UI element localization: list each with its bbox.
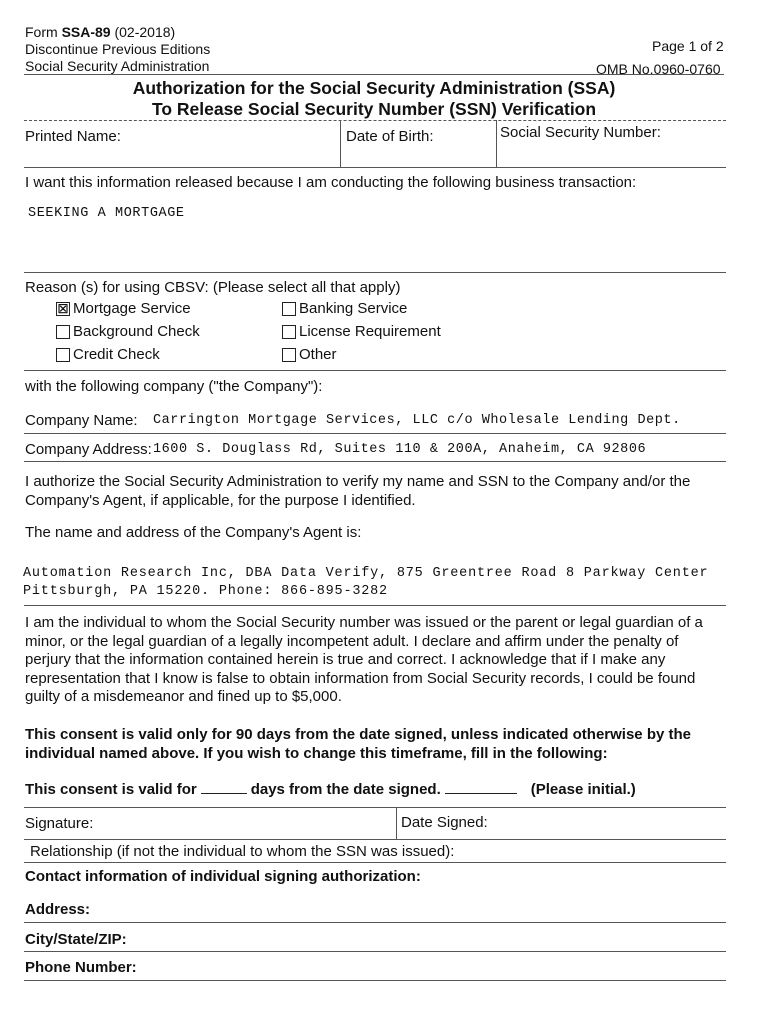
- agent-line-2[interactable]: Pittsburgh, PA 15220. Phone: 866-895-3282: [23, 584, 388, 599]
- agency-name: Social Security Administration: [25, 58, 210, 74]
- contact-city-line: [24, 951, 726, 952]
- contact-address-line: [24, 922, 726, 923]
- other-label: Other: [299, 346, 337, 363]
- consent-days-from-label: days from the date signed.: [250, 781, 441, 798]
- contact-city-label[interactable]: City/State/ZIP:: [25, 931, 127, 948]
- transaction-label: I want this information released because I am conducting the following business transaction:: [25, 174, 637, 191]
- reasons-bottom-border: [24, 370, 726, 371]
- company-name-underline: [24, 433, 726, 434]
- license-requirement-checkbox[interactable]: [282, 325, 296, 339]
- reasons-label: Reason (s) for using CBSV: (Please select all that apply): [25, 279, 401, 296]
- form-id: Form SSA-89 (02-2018): [25, 24, 176, 40]
- page-number: Page 1 of 2: [652, 38, 724, 54]
- transaction-value[interactable]: SEEKING A MORTGAGE: [28, 206, 185, 221]
- relationship-bottom-border: [24, 862, 726, 863]
- signature-top-border: [24, 807, 726, 808]
- identity-divider-1: [340, 120, 341, 167]
- consent-days-field[interactable]: [201, 779, 247, 794]
- company-name-value[interactable]: Carrington Mortgage Services, LLC c/o Wholesale Lending Dept.: [153, 413, 681, 428]
- credit-check-label: Credit Check: [73, 346, 160, 363]
- consent-notice: This consent is valid only for 90 days from the date signed, unless indicated otherwise by the individual named above. If you wish to change this timeframe, fill in the following:: [25, 726, 691, 762]
- ssn-label: Social Security Number:: [500, 124, 661, 141]
- form-title-line1: Authorization for the Social Security Administration (SSA): [132, 78, 616, 98]
- credit-check-checkbox[interactable]: [56, 348, 70, 362]
- identity-divider-2: [496, 120, 497, 167]
- company-address-label: Company Address:: [25, 441, 152, 458]
- company-address-value[interactable]: 1600 S. Douglass Rd, Suites 110 & 200A, Anaheim, CA 92806: [153, 442, 647, 457]
- consent-valid-for-label: This consent is valid for: [25, 781, 197, 798]
- signature-bottom-border: [24, 839, 726, 840]
- contact-phone-line: [24, 980, 726, 981]
- identity-top-border: [24, 120, 726, 121]
- agent-label: The name and address of the Company's Agent is:: [25, 524, 362, 541]
- company-name-label: Company Name:: [25, 412, 138, 429]
- banking-service-label: Banking Service: [299, 300, 408, 317]
- consent-initial-field[interactable]: [445, 779, 517, 794]
- mortgage-service-checkbox[interactable]: ☒: [57, 302, 69, 316]
- discontinue-note: Discontinue Previous Editions: [25, 41, 211, 57]
- form-number: SSA-89: [61, 24, 111, 40]
- mortgage-service-label: Mortgage Service: [73, 300, 191, 317]
- signature-label[interactable]: Signature:: [25, 815, 94, 832]
- identity-bottom-border: [24, 167, 726, 168]
- authorization-statement: I authorize the Social Security Administration to verify my name and SSN to the Company and/or the Company's Agent, if applicable, for the purpose I identified.: [25, 473, 691, 509]
- contact-address-label[interactable]: Address:: [25, 901, 91, 918]
- background-check-checkbox[interactable]: [56, 325, 70, 339]
- company-address-underline: [24, 461, 726, 462]
- other-checkbox[interactable]: [282, 348, 296, 362]
- consent-valid-for: [25, 779, 636, 798]
- signature-divider: [396, 807, 397, 839]
- license-requirement-label: License Requirement: [299, 323, 441, 340]
- banking-service-checkbox[interactable]: [282, 302, 296, 316]
- contact-heading: Contact information of individual signing authorization:: [25, 868, 421, 885]
- transaction-bottom-border: [24, 272, 726, 273]
- printed-name-label: Printed Name:: [25, 128, 121, 145]
- omb-number: OMB No.0960-0760: [596, 61, 721, 77]
- dob-label: Date of Birth:: [346, 128, 434, 145]
- company-intro: with the following company ("the Company"):: [25, 378, 323, 395]
- agent-line-1[interactable]: Automation Research Inc, DBA Data Verify, 875 Greentree Road 8 Parkway Center: [23, 566, 709, 581]
- relationship-label[interactable]: Relationship (if not the individual to whom the SSN was issued):: [30, 843, 455, 860]
- form-title-line2: To Release Social Security Number (SSN) Verification: [151, 99, 597, 119]
- date-signed-label[interactable]: Date Signed:: [401, 814, 488, 831]
- contact-phone-label[interactable]: Phone Number:: [25, 959, 137, 976]
- header-divider: [24, 74, 724, 75]
- declaration-text: I am the individual to whom the Social Security number was issued or the parent or legal guardian of a minor, or the legal guardian of a legally incompetent adult. I declare and affirm under the penalty of perjury that the information contained herein is true and correct. I acknowledge that if I make any representation that I know is false to obtain information from Social Security records, I could be found guilty of a misdemeanor and fined up to $5,000.: [25, 614, 703, 705]
- agent-bottom-border: [24, 605, 726, 606]
- consent-initial-label: (Please initial.): [530, 781, 636, 798]
- background-check-label: Background Check: [73, 323, 200, 340]
